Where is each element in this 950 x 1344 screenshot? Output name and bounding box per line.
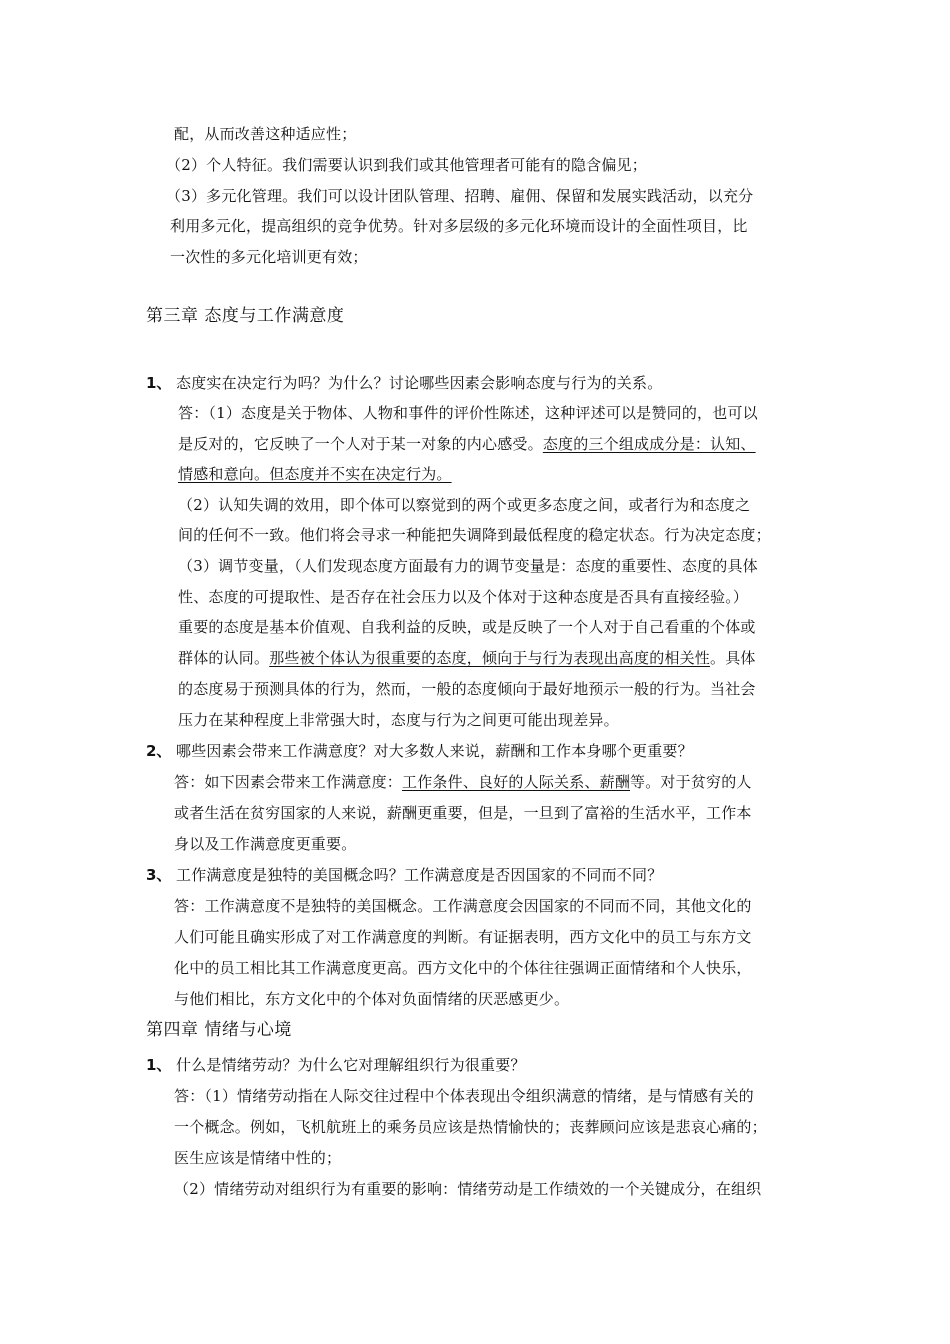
answer-line: 答：工作满意度不是独特的美国概念。工作满意度会因国家的不同而不同，其他文化的 [174, 897, 752, 915]
answer-line [178, 464, 452, 484]
answer-line: （2）认知失调的效用，即个体可以察觉到的两个或更多态度之间，或者行为和态度之 [178, 496, 751, 514]
question-text: 什么是情绪劳动？为什么它对理解组织行为很重要？ [176, 1056, 526, 1074]
answer-line: 或者生活在贫穷国家的人来说，薪酬更重要，但是，一旦到了富裕的生活水平，工作本 [174, 804, 752, 822]
answer-line: 医生应该是情绪中性的； [174, 1149, 342, 1167]
answer-line: 重要的态度是基本价值观、自我利益的反映，或是反映了一个人对于自己看重的个体或 [178, 618, 756, 636]
underlined-text: 工作条件、良好的人际关系、薪酬 [402, 773, 631, 791]
answer-line: （3）调节变量，（人们发现态度方面最有力的调节变量是：态度的重要性、态度的具体 [178, 557, 758, 575]
answer-line: 性、态度的可提取性、是否存在社会压力以及个体对于这种态度是否具有直接经验。） [178, 588, 749, 606]
underlined-text: 态度的三个组成成分是：认知、 [542, 435, 756, 453]
chapter-4-title: 第四章 情绪与心境 [146, 1020, 292, 1040]
answer-line: 的态度易于预测具体的行为，然而，一般的态度倾向于最好地预示一般的行为。当社会 [178, 680, 756, 698]
answer-text: 是反对的，它反映了一个人对于某一对象的内心感受。 [178, 435, 543, 453]
question-number: 3、 [146, 866, 172, 884]
answer-text: 答：如下因素会带来工作满意度： [174, 773, 403, 791]
intro-line-2: （2）个人特征。我们需要认识到我们或其他管理者可能有的隐含偏见； [166, 156, 647, 174]
answer-line: 与他们相比，东方文化中的个体对负面情绪的厌恶感更少。 [174, 990, 570, 1008]
underlined-text: 那些被个体认为很重要的态度，倾向于与行为表现出高度的相关性 [269, 649, 711, 667]
question-number: 2、 [146, 742, 172, 760]
question-number: 1、 [146, 1056, 172, 1074]
answer-line [174, 772, 752, 792]
intro-line-5: 一次性的多元化培训更有效； [170, 248, 368, 266]
answer-line [178, 434, 756, 454]
intro-line-3: （3）多元化管理。我们可以设计团队管理、招聘、雇佣、保留和发展实践活动，以充分 [166, 187, 754, 205]
chapter-3-title: 第三章 态度与工作满意度 [146, 306, 345, 326]
question-text: 工作满意度是独特的美国概念吗？工作满意度是否因国家的不同而不同？ [176, 866, 663, 884]
intro-line-4: 利用多元化，提高组织的竞争优势。针对多层级的多元化环境而设计的全面性项目，比 [170, 217, 748, 235]
answer-line [178, 648, 756, 668]
answer-line: 答：（1）态度是关于物体、人物和事件的评价性陈述，这种评述可以是赞同的，也可以 [178, 404, 758, 422]
answer-line: 人们可能且确实形成了对工作满意度的判断。有证据表明，西方文化中的员工与东方文 [174, 928, 752, 946]
underlined-text: 情感和意向。但态度并不实在决定行为。 [178, 465, 452, 483]
answer-line: 化中的员工相比其工作满意度更高。西方文化中的个体往往强调正面情绪和个人快乐， [174, 959, 752, 977]
answer-line: 压力在某种程度上非常强大时，态度与行为之间更可能出现差异。 [178, 711, 619, 729]
answer-line: 答：（1）情绪劳动指在人际交往过程中个体表现出令组织满意的情绪，是与情感有关的 [174, 1087, 754, 1105]
answer-text: 。具体 [710, 649, 756, 667]
question-text: 态度实在决定行为吗？为什么？讨论哪些因素会影响态度与行为的关系。 [176, 374, 663, 392]
question-number: 1、 [146, 374, 172, 392]
answer-line: 身以及工作满意度更重要。 [174, 835, 357, 853]
answer-line: 间的任何不一致。他们将会寻求一种能把失调降到最低程度的稳定状态。行为决定态度； [178, 526, 771, 544]
intro-line-1: 配，从而改善这种适应性； [174, 125, 357, 143]
question-text: 哪些因素会带来工作满意度？对大多数人来说，薪酬和工作本身哪个更重要？ [176, 742, 693, 760]
answer-line: （2）情绪劳动对组织行为有重要的影响：情绪劳动是工作绩效的一个关键成分，在组织 [174, 1180, 762, 1198]
answer-text: 等。对于贫穷的人 [630, 773, 752, 791]
answer-line: 一个概念。例如，飞机航班上的乘务员应该是热情愉快的；丧葬顾问应该是悲哀心痛的； [174, 1118, 767, 1136]
answer-text: 群体的认同。 [178, 649, 270, 667]
